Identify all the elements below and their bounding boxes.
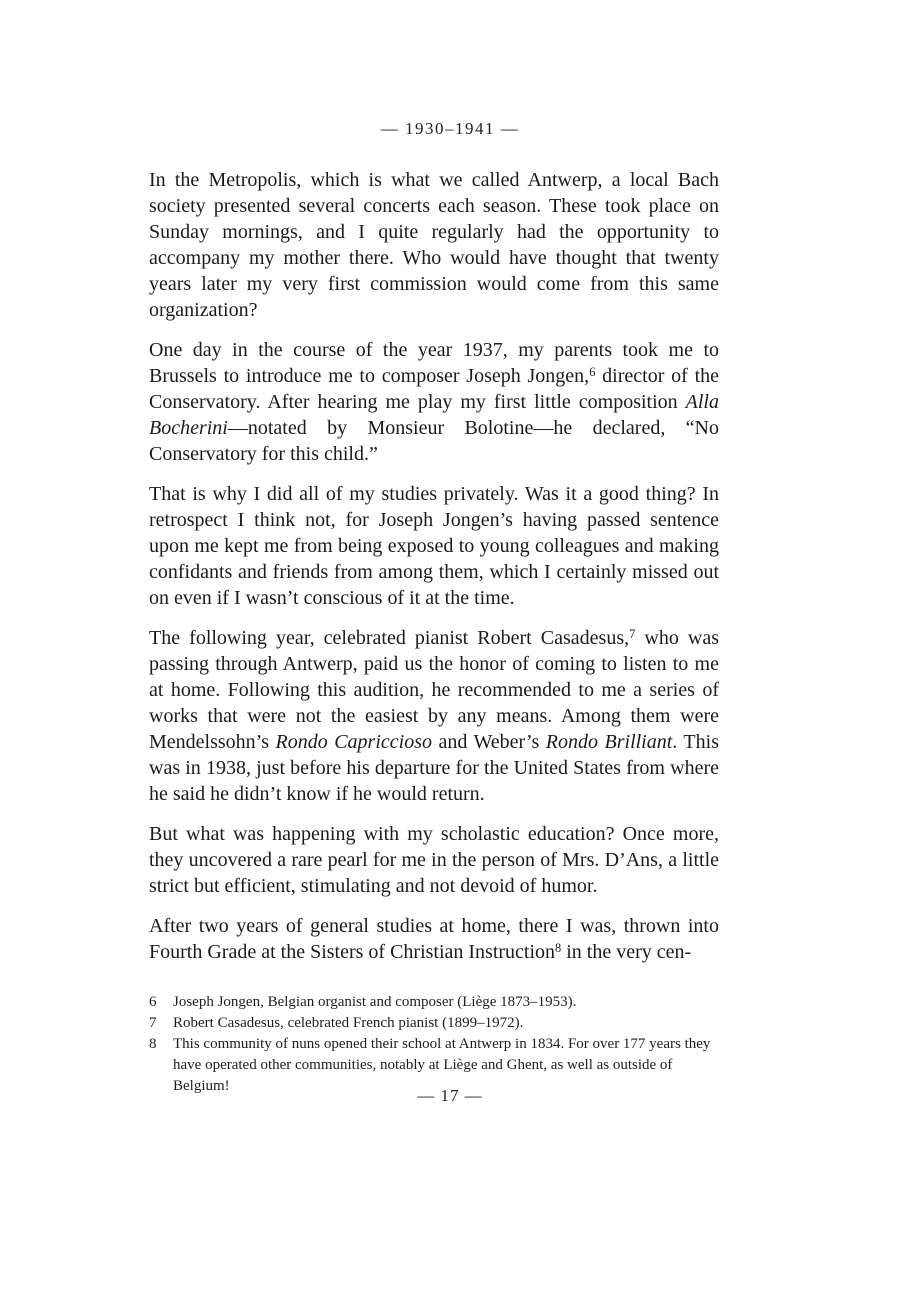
text-run: —notated by Monsieur Bolotine—he declared, “No Conservatory for this child.” <box>149 417 719 465</box>
text-run: That is why I did all of my studies privately. Was it a good thing? In retrospect I think not, for Joseph Jongen’s having passed sentence upon me kept me from being exposed to young colleagues and making confidants and friends from among them, which I certainly missed out on even if I wasn’t conscious of it at the time. <box>149 483 719 609</box>
footnote <box>149 992 727 1013</box>
footnote-number: 8 <box>149 1036 157 1052</box>
page-number: — 17 — <box>417 1086 483 1105</box>
text-run: . This was in 1938, just before his departure for the United States from where he said he didn’t know if he would return. <box>149 731 719 805</box>
footnote-text: This community of nuns opened their school at Antwerp in 1834. For over 177 years they have operated other communities, notably at Liège and Ghent, as well as outside of Belgium! <box>173 1036 711 1094</box>
paragraph <box>149 625 719 807</box>
paragraph <box>149 821 719 899</box>
footnote-number: 7 <box>149 1015 157 1031</box>
text-run: who was passing through Antwerp, paid us the honor of coming to listen to me at home. Following this audition, he recommended to me a series of works that were not the easiest by any means. Among them were Mendelssohn’s <box>149 627 719 753</box>
paragraph <box>149 481 719 611</box>
italic-title: Alla Bocherini <box>149 391 719 439</box>
text-run: One day in the course of the year 1937, my parents took me to Brussels to introduce me to composer Joseph Jongen, <box>149 339 719 387</box>
footnote <box>149 1013 727 1034</box>
text-run: The following year, celebrated pianist Robert Casadesus, <box>149 627 630 649</box>
footnote-text: Joseph Jongen, Belgian organist and composer (Liège 1873–1953). <box>173 994 577 1010</box>
footnotes <box>149 992 727 1097</box>
footnote-number: 6 <box>149 994 157 1010</box>
page-body <box>149 167 719 965</box>
footnote-text: Robert Casadesus, celebrated French pianist (1899–1972). <box>173 1015 524 1031</box>
footnote-ref: 6 <box>589 365 596 380</box>
paragraph <box>149 337 719 467</box>
italic-title: Rondo Capriccioso <box>275 731 432 753</box>
running-head: — 1930–1941 — <box>380 119 520 138</box>
paragraph <box>149 167 719 323</box>
text-run: In the Metropolis, which is what we called Antwerp, a local Bach society presented several concerts each season. These took place on Sunday mornings, and I quite regularly had the opportunity to accompany my mother there. Who would have thought that twenty years later my very first commission would come from this same organization? <box>149 169 719 321</box>
text-run: After two years of general studies at home, there I was, thrown into Fourth Grade at the Sisters of Christian Instruction <box>149 915 719 963</box>
text-run: and Weber’s <box>432 731 546 753</box>
text-run: But what was happening with my scholastic education? Once more, they uncovered a rare pearl for me in the person of Mrs. D’Ans, a little strict but efficient, stimulating and not devoid of humor. <box>149 823 719 897</box>
footnote-ref: 8 <box>555 941 562 956</box>
text-run: director of the Conservatory. After hearing me play my first little composition <box>149 365 720 413</box>
footnote-ref: 7 <box>629 627 636 642</box>
text-run: in the very cen- <box>561 941 692 963</box>
paragraph <box>149 913 719 965</box>
italic-title: Rondo Brilliant <box>545 731 673 753</box>
